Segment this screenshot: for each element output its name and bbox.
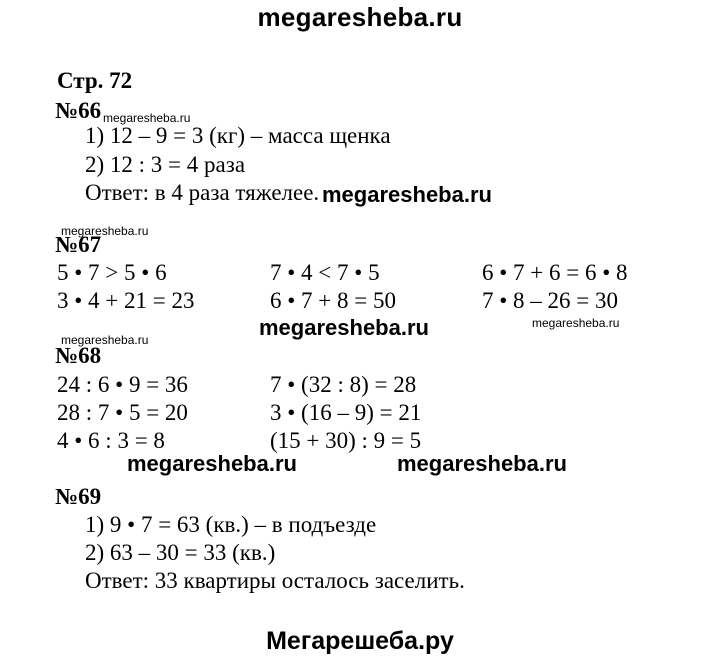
task-67-r2-c2: 6 • 7 + 8 = 50 [270,288,396,313]
task-68-left-3: 4 • 6 : 3 = 8 [57,428,165,453]
watermark-large: megaresheba.ru [397,451,567,476]
task-68-right-1: 7 • (32 : 8) = 28 [270,372,417,397]
page-label: Стр. 72 [57,68,133,93]
watermark-large: megaresheba.ru [322,182,492,207]
task-69-number: №69 [55,484,102,509]
task-68-right-3: (15 + 30) : 9 = 5 [270,428,422,453]
task-67-r1-c2: 7 • 4 < 7 • 5 [270,260,380,285]
task-67-r2-c1: 3 • 4 + 21 = 23 [57,288,195,313]
task-68-right-2: 3 • (16 – 9) = 21 [270,400,422,425]
task-69-answer: Ответ: 33 квартиры осталось заселить. [85,568,465,593]
task-67-r1-c3: 6 • 7 + 6 = 6 • 8 [482,260,628,285]
task-66-answer: Ответ: в 4 раза тяжелее. [85,180,320,205]
watermark-small: megaresheba.ru [61,333,149,347]
task-69-line-1: 1) 9 • 7 = 63 (кв.) – в подъезде [85,512,377,537]
task-67-r1-c1: 5 • 7 > 5 • 6 [57,260,167,285]
watermark-small: megaresheba.ru [532,316,620,330]
task-67-r2-c3: 7 • 8 – 26 = 30 [482,288,619,313]
watermark-small: megaresheba.ru [103,111,191,125]
task-69-line-2: 2) 63 – 30 = 33 (кв.) [85,540,276,565]
watermark-small: megaresheba.ru [61,224,149,238]
task-67-number: №67 [55,232,102,257]
watermark-large: megaresheba.ru [259,315,429,340]
task-68-number: №68 [55,343,102,368]
task-66-number: №66 [55,98,102,123]
task-66-line-1: 1) 12 – 9 = 3 (кг) – масса щенка [85,123,391,148]
task-66-line-2: 2) 12 : 3 = 4 раза [85,152,246,177]
task-68-left-2: 28 : 7 • 5 = 20 [57,400,188,425]
task-68-left-1: 24 : 6 • 9 = 36 [57,372,188,397]
watermark-top: megaresheba.ru [257,2,463,32]
watermark-large: megaresheba.ru [127,451,297,476]
watermark-bottom: Мегарешеба.ру [266,627,454,655]
